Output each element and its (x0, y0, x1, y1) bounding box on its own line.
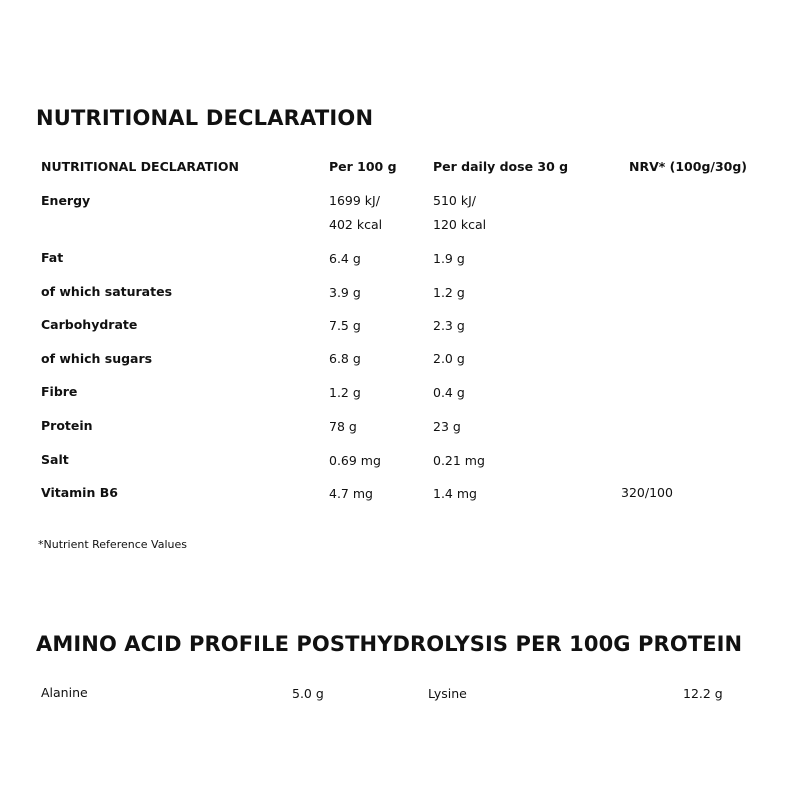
amino-name-alanine: Alanine (41, 685, 88, 700)
fat-per-100g: 6.4 g (329, 251, 361, 266)
row-label-salt: Salt (41, 452, 69, 467)
footnote: *Nutrient Reference Values (38, 538, 187, 551)
column-header-per-dose: Per daily dose 30 g (433, 159, 569, 174)
fat-per-dose: 1.9 g (433, 251, 465, 266)
salt-per-100g: 0.69 mg (329, 453, 381, 468)
energy-per-dose-kj: 510 kJ/ (433, 193, 476, 208)
row-label-fibre: Fibre (41, 384, 78, 399)
protein-per-100g: 78 g (329, 419, 357, 434)
fibre-per-100g: 1.2 g (329, 385, 361, 400)
carbohydrate-per-100g: 7.5 g (329, 318, 361, 333)
amino-value-alanine: 5.0 g (292, 686, 324, 701)
amino-name-lysine: Lysine (428, 686, 467, 701)
protein-per-dose: 23 g (433, 419, 461, 434)
saturates-per-dose: 1.2 g (433, 285, 465, 300)
vitamin-b6-per-dose: 1.4 mg (433, 486, 477, 501)
column-header-per-100g: Per 100 g (329, 159, 397, 174)
row-label-saturates: of which saturates (41, 284, 173, 299)
column-header-nrv: NRV* (100g/30g) (629, 159, 748, 174)
row-label-carbohydrate: Carbohydrate (41, 317, 138, 332)
row-label-protein: Protein (41, 418, 93, 433)
energy-per-100g-kcal: 402 kcal (329, 217, 383, 232)
saturates-per-100g: 3.9 g (329, 285, 361, 300)
carbohydrate-per-dose: 2.3 g (433, 318, 465, 333)
energy-per-dose-kcal: 120 kcal (433, 217, 487, 232)
page-title: NUTRITIONAL DECLARATION (36, 106, 374, 130)
vitamin-b6-per-100g: 4.7 mg (329, 486, 373, 501)
row-label-energy: Energy (41, 193, 91, 208)
row-label-fat: Fat (41, 250, 64, 265)
sugars-per-dose: 2.0 g (433, 351, 465, 366)
fibre-per-dose: 0.4 g (433, 385, 465, 400)
sugars-per-100g: 6.8 g (329, 351, 361, 366)
energy-per-100g-kj: 1699 kJ/ (329, 193, 380, 208)
column-header-nutrient: NUTRITIONAL DECLARATION (41, 159, 239, 174)
amino-acid-title: AMINO ACID PROFILE POSTHYDROLYSIS PER 100G PROTEIN (36, 632, 743, 656)
amino-value-lysine: 12.2 g (683, 686, 723, 701)
row-label-sugars: of which sugars (41, 351, 153, 366)
vitamin-b6-nrv: 320/100 (621, 485, 673, 500)
row-label-vitamin-b6: Vitamin B6 (41, 485, 118, 500)
salt-per-dose: 0.21 mg (433, 453, 485, 468)
